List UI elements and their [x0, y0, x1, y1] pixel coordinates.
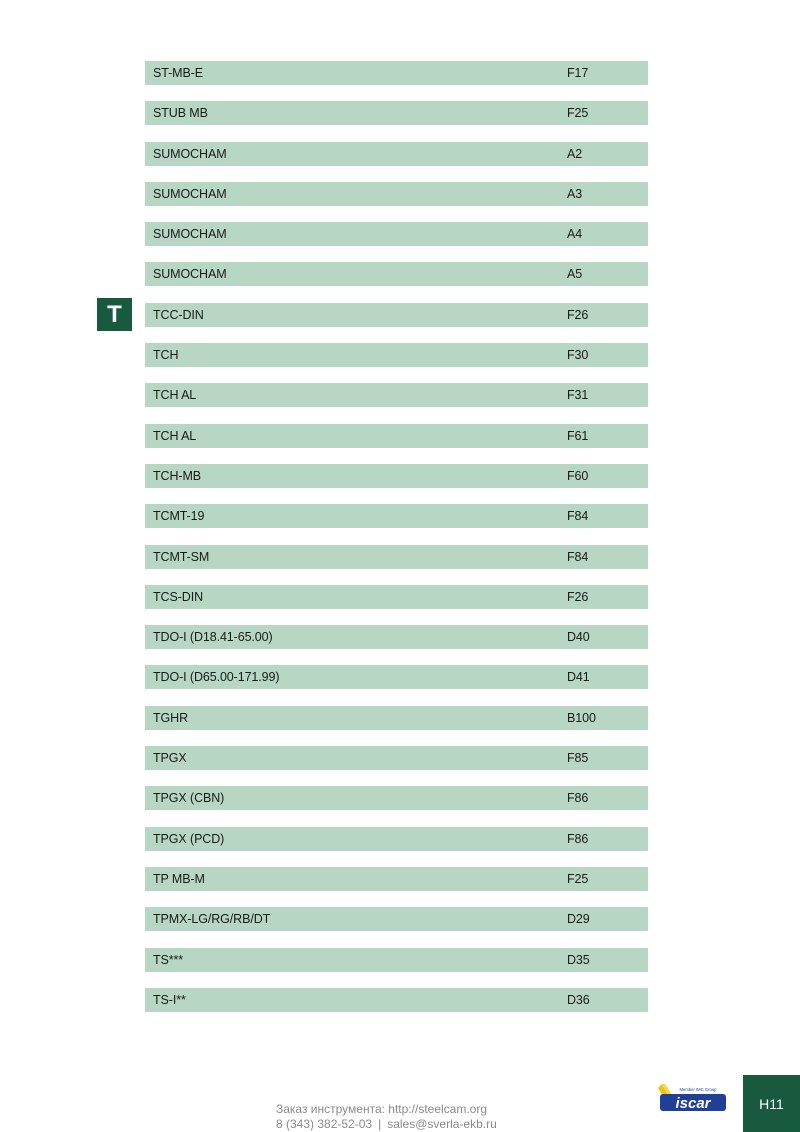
index-item-page: F86	[567, 791, 589, 806]
index-list	[145, 61, 648, 1028]
index-item-name: TPGX (PCD)	[153, 831, 225, 846]
index-item-page: F85	[567, 751, 589, 766]
index-row	[145, 786, 648, 810]
index-item-name: TS***	[153, 952, 184, 967]
index-item-name: SUMOCHAM	[153, 267, 227, 282]
index-item-page: D29	[567, 912, 590, 927]
index-item-page: F25	[567, 871, 589, 886]
index-item-name: TCS-DIN	[153, 589, 203, 604]
index-item-name: TCH AL	[153, 428, 197, 443]
footer-email: sales@sverla-ekb.ru	[387, 1117, 497, 1131]
index-item-name: TPGX	[153, 751, 187, 766]
index-row	[145, 665, 648, 689]
index-item-name: TDO-I (D65.00-171.99)	[153, 670, 280, 685]
footer-separator: |	[378, 1117, 382, 1131]
index-item-name: SUMOCHAM	[153, 186, 227, 201]
index-row	[145, 867, 648, 891]
index-row	[145, 585, 648, 609]
index-item-name: SUMOCHAM	[153, 227, 227, 242]
iscar-logo-icon	[658, 1084, 728, 1114]
index-item-page: F84	[567, 549, 589, 564]
index-row	[145, 222, 648, 246]
footer-order-line: Заказ инструмента: http://steelcam.org	[276, 1102, 488, 1116]
index-item-name: STUB MB	[153, 106, 208, 121]
index-row	[145, 464, 648, 488]
index-row	[145, 907, 648, 931]
index-item-page: A3	[567, 186, 583, 201]
index-row	[145, 545, 648, 569]
index-item-name: TP MB-M	[153, 871, 205, 886]
index-row	[145, 625, 648, 649]
index-item-page: F17	[567, 66, 589, 80]
index-item-page: F26	[567, 307, 589, 322]
index-item-page: D36	[567, 992, 590, 1007]
index-item-name: TCMT-19	[153, 509, 205, 524]
index-row	[145, 262, 648, 286]
footer	[276, 1102, 497, 1132]
section-letter-tab	[97, 298, 132, 331]
index-item-page: D40	[567, 630, 590, 645]
index-item-page: F26	[567, 589, 589, 604]
index-item-name: TPMX-LG/RG/RB/DT	[153, 912, 271, 927]
index-item-page: F61	[567, 428, 589, 443]
footer-phone: 8 (343) 382-52-03	[276, 1117, 373, 1131]
section-letter: T	[107, 300, 122, 328]
index-row	[145, 746, 648, 770]
index-row	[145, 827, 648, 851]
index-item-page: A2	[567, 146, 583, 161]
index-item-page: F84	[567, 509, 589, 524]
index-row	[145, 101, 648, 125]
index-item-name: ST-MB-E	[153, 66, 203, 80]
index-row	[145, 61, 648, 85]
index-item-page: F86	[567, 831, 589, 846]
index-item-name: TPGX (CBN)	[153, 791, 225, 806]
index-item-page: F25	[567, 106, 589, 121]
index-row	[145, 303, 648, 327]
index-item-page: F60	[567, 468, 589, 483]
index-row	[145, 182, 648, 206]
index-item-name: TDO-I (D18.41-65.00)	[153, 630, 273, 645]
index-row	[145, 424, 648, 448]
page-number: H11	[759, 1095, 784, 1112]
index-row	[145, 504, 648, 528]
index-row	[145, 988, 648, 1012]
index-row	[145, 383, 648, 407]
index-item-page: F30	[567, 348, 589, 363]
index-item-name: TCH	[153, 348, 179, 363]
index-item-name: TCC-DIN	[153, 307, 204, 322]
index-row	[145, 706, 648, 730]
index-item-name: TCMT-SM	[153, 549, 210, 564]
index-row	[145, 343, 648, 367]
index-item-page: B100	[567, 710, 596, 725]
svg-text:Member IMC Group: Member IMC Group	[679, 1087, 717, 1092]
index-row	[145, 142, 648, 166]
footer-contacts	[276, 1117, 497, 1132]
index-item-name: TCH-MB	[153, 468, 202, 483]
index-row	[145, 948, 648, 972]
page-number-tab	[743, 1075, 800, 1132]
svg-text:iscar: iscar	[675, 1095, 711, 1112]
index-item-page: D35	[567, 952, 590, 967]
index-item-page: D41	[567, 670, 590, 685]
index-item-name: TS-I**	[153, 992, 186, 1007]
index-item-name: TGHR	[153, 710, 189, 725]
index-item-page: A5	[567, 267, 583, 282]
index-item-page: F31	[567, 388, 589, 403]
index-item-name: SUMOCHAM	[153, 146, 227, 161]
index-item-page: A4	[567, 227, 583, 242]
index-item-name: TCH AL	[153, 388, 197, 403]
